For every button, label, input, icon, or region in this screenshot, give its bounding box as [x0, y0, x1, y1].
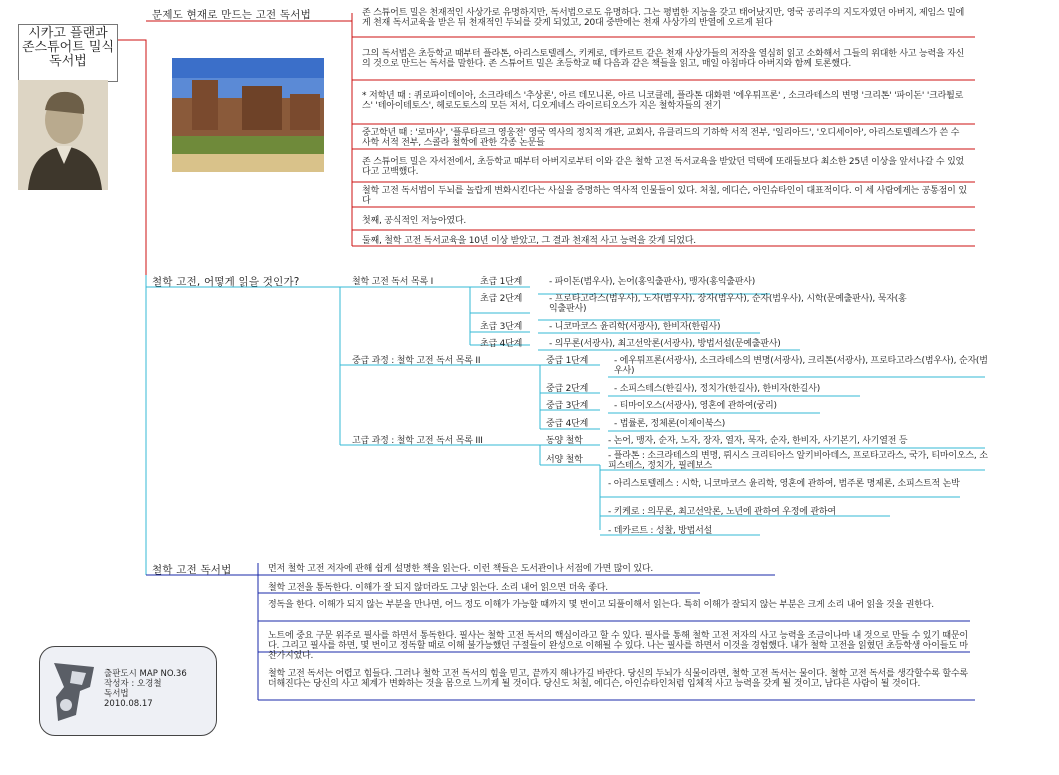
book-list[interactable]: - 티마이오스(서광사), 영혼에 관하여(궁리)	[614, 401, 777, 411]
level-label[interactable]: 중급 1단계	[546, 356, 589, 366]
level-label[interactable]: 중급 4단계	[546, 419, 589, 429]
book-list[interactable]: - 플라톤 : 소크라테스의 변명, 뤼시스 크리티아스 알키비아데스, 프로타고라스, 국가, 티마이오스, 소피스테스, 정치가, 필레보스	[608, 451, 988, 471]
card-subject: 독서법	[104, 689, 129, 699]
branch-1-note[interactable]: 존 스튜어트 밀은 자서전에서, 초등학교 때부터 아버지로부터 이와 같은 철학 고전 독서교육을 받았던 덕택에 또래들보다 최소한 25년 이상을 앞서나갈 수 있었다고 고백했다.	[362, 157, 965, 177]
branch-1-note[interactable]: 첫째, 공식적인 저능아였다.	[362, 216, 467, 226]
branch-3-note[interactable]: 철학 고전을 통독한다. 이해가 잘 되지 않더라도 그냥 읽는다. 소리 내어 읽으면 더욱 좋다.	[268, 583, 608, 593]
level-label[interactable]: 초급 4단계	[480, 339, 523, 349]
book-list[interactable]: - 데카르트 : 성찰, 방법서설	[608, 526, 713, 536]
card-map-number: 출판도시 MAP NO.36	[104, 669, 187, 679]
book-list[interactable]: - 파이돈(범우사), 논어(홍익출판사), 맹자(홍익출판사)	[549, 277, 756, 287]
level-label[interactable]: 중급 3단계	[546, 401, 589, 411]
sculpture-icon	[50, 657, 98, 727]
branch-1-note[interactable]: 그의 독서법은 초등학교 때부터 플라톤, 아리스토텔레스, 키케로, 데카르트 같은 천재 사상가들의 저작을 열심히 읽고 소화해서 그들의 위대한 사고 능력을 자신의 것으로 만드는 독서를 말한다. 존 스튜어트 밀은 초등학교 때 다음과 같은 책들을 읽고, 매일 아침마다 아버지와 함께 토론했다.	[362, 49, 965, 69]
reading-list-group[interactable]: 철학 고전 독서 목록 I	[352, 277, 434, 287]
level-label[interactable]: 서양 철학	[546, 455, 583, 465]
branch-2-title[interactable]: 철학 고전, 어떻게 읽을 것인가?	[152, 276, 300, 288]
branch-3-title[interactable]: 철학 고전 독서법	[152, 564, 232, 576]
book-list[interactable]: - 키케로 : 의무론, 최고선악론, 노년에 관하여 우정에 관하여	[608, 507, 836, 517]
central-title-line-2: 존스튜어트 밀식	[21, 40, 115, 55]
book-list[interactable]: - 아리스토텔레스 : 시학, 니코마코스 윤리학, 영혼에 관하여, 범주론 명제론, 소피스트적 논박	[608, 479, 960, 489]
reading-list-group[interactable]: 중급 과정 : 철학 고전 독서 목록 II	[352, 356, 481, 366]
book-list[interactable]: - 니코마코스 윤리학(서광사), 한비자(한림사)	[549, 322, 721, 332]
info-card	[39, 646, 217, 736]
book-list[interactable]: - 에우튀프론(서광사), 소크라테스의 변명(서광사), 크리톤(서광사), 프로타고라스(범우사), 순자(범우사)	[614, 356, 988, 376]
central-topic[interactable]	[18, 24, 118, 82]
level-label[interactable]: 초급 3단계	[480, 322, 523, 332]
book-list[interactable]: - 소피스테스(한길사), 정치가(한길사), 한비자(한길사)	[614, 384, 821, 394]
card-author: 작성자 : 오경철	[104, 679, 162, 689]
central-title-line-3: 독서법	[49, 54, 87, 69]
university-building-photo	[172, 58, 324, 172]
branch-3-note[interactable]: 먼저 철학 고전 저자에 관해 쉽게 설명한 책을 읽는다. 이런 책들은 도서관이나 서점에 가면 많이 있다.	[268, 564, 653, 574]
book-list[interactable]: - 프로타고라스(범우사), 노자(범우사), 장자(범우사), 순자(범우사), 시학(문예출판사), 묵자(홍익출판사)	[549, 294, 907, 314]
book-list[interactable]: - 법률론, 정체론(이제이북스)	[614, 419, 726, 429]
book-list[interactable]: - 의무론(서광사), 최고선악론(서광사), 방법서설(문예출판사)	[549, 339, 781, 349]
level-label[interactable]: 초급 1단계	[480, 277, 523, 287]
level-label[interactable]: 초급 2단계	[480, 294, 523, 304]
branch-1-note[interactable]: 둘째, 철학 고전 독서교육을 10년 이상 받았고, 그 결과 천재적 사고 능력을 갖게 되었다.	[362, 236, 696, 246]
card-date: 2010.08.17	[104, 699, 153, 709]
book-list[interactable]: - 논어, 맹자, 순자, 노자, 장자, 열자, 묵자, 순자, 한비자, 사기본기, 사기열전 등	[608, 436, 908, 446]
branch-3-note[interactable]: 철학 고전 독서는 어렵고 힘들다. 그러나 철학 고전 독서의 힘을 믿고, 끝까지 해나가길 바란다. 당신의 두뇌가 식물이라면, 철학 고전 독서는 물이다. 철학 고전 독서를 생각할수록 할수록 더해진다는 당신의 사고 체계가 변화하는 것을 몸으로 느끼게 될 것이다. 당신도 처칠, 에디슨, 아인슈타인처럼 입체적 사고 능력을 갖게 될 것이고, 남다른 사람이 될 것이다.	[268, 669, 968, 689]
level-label[interactable]: 동양 철학	[546, 436, 583, 446]
central-title-line-1: 시카고 플랜과	[28, 26, 108, 41]
reading-list-group[interactable]: 고급 과정 : 철학 고전 독서 목록 III	[352, 436, 483, 446]
branch-1-title[interactable]: 문제도 현재로 만드는 고전 독서법	[152, 9, 311, 21]
branch-1-note[interactable]: 존 스튜어트 밀은 천재적인 사상가로 유명하지만, 독서법으로도 유명하다. 그는 평범한 지능을 갖고 태어났지만, 영국 공리주의 지도자였던 아버지, 제임스 밀에게 천재 독서교육을 받은 뒤 천재적인 두뇌를 갖게 되었고, 20대 중반에는 천재 사상가의 반열에 오르게 된다	[362, 8, 965, 28]
branch-3-note[interactable]: 정독을 한다. 이해가 되지 않는 부분을 만나면, 어느 정도 이해가 가능할 때까지 몇 번이고 되풀이해서 읽는다. 특히 이해가 잘되지 않는 부분은 크게 소리 내어 읽을 것을 권한다.	[268, 600, 934, 610]
branch-1-note[interactable]: * 저학년 때 : 퀴로파이데이아, 소크라테스 '추상론', 아르 데모니론, 아르 니코클레, 플라톤 대화편 '에우튀프론' , 소크라테스의 변명 '크리톤' '파이돈' '크라튈로스' '테아이테토스', 헤로도토스의 모든 저서, 디오게네스 라이르티오스가 지은 철학자들의 전기	[362, 91, 964, 111]
person-portrait-image	[18, 80, 108, 190]
level-label[interactable]: 중급 2단계	[546, 384, 589, 394]
branch-1-note[interactable]: 중고학년 때 : '로마사', '플루타르크 영웅전' 영국 역사의 정치적 개관, 교회사, 유클리드의 기하학 서적 전부, '일리아드', '오디세이아', 아리스토텔레스가 쓴 수사학 서적 전부, 스콜라 철학에 관한 각종 논문들	[362, 128, 960, 148]
branch-3-note[interactable]: 노트에 중요 구문 위주로 필사를 하면서 통독한다. 필사는 철학 고전 독서의 핵심이라고 할 수 있다. 필사를 통해 철학 고전 저자의 사고 능력을 조금이나마 내 것으로 만들 수 있기 때문이다. 그리고 필사를 하면, 몇 번이고 정독할 때로 이해 불가능했던 구절들이 완성으로 이해될 수 있다. 나는 필사를 하면서 이것을 경험했다. 내가 철학 고전을 읽혔던 초등학생 아이들도 마찬가지였다.	[268, 631, 968, 661]
branch-1-note[interactable]: 철학 고전 독서법이 두뇌를 놀랍게 변화시킨다는 사실을 증명하는 역사적 인물들이 있다. 처칠, 에디슨, 아인슈타인이 대표적이다. 이 세 사람에게는 공통점이 있다	[362, 186, 967, 206]
